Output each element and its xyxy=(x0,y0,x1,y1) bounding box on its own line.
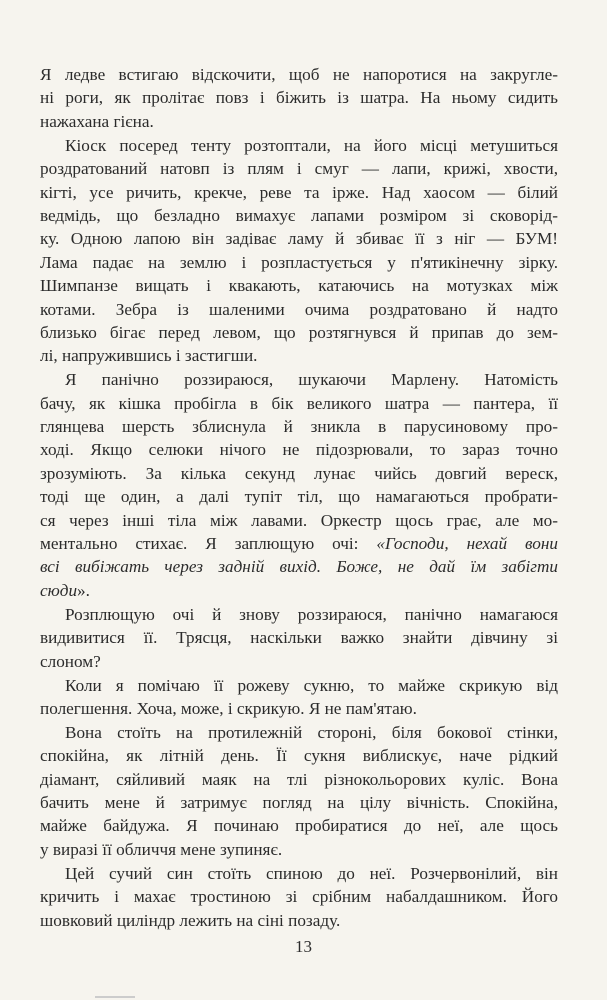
text-line xyxy=(40,674,558,697)
book-text xyxy=(40,63,558,933)
line-text: Лама падає на землю і розпластується у п'ятикінечну зірку. xyxy=(40,252,558,272)
text-line xyxy=(40,885,558,908)
text-line xyxy=(40,838,558,861)
line-text: спокійна, як літній день. Її сукня виблискує, наче рідкий xyxy=(40,746,558,766)
line-text: котами. Зебра із шаленими очима роздратовано й надто xyxy=(40,299,558,319)
line-text: бачу, як кішка пробігла в бік великого шатра — пантера, її xyxy=(40,393,558,413)
italic-text: сюди xyxy=(40,580,78,600)
paragraph xyxy=(40,721,558,861)
line-text: лі, напружившись і застигши. xyxy=(40,346,258,366)
line-text: нажахана гієна. xyxy=(40,111,154,131)
text-line xyxy=(40,181,558,204)
line-text: ». xyxy=(77,580,90,600)
line-text: близько бігає перед левом, що розтягнувся й припав до зем- xyxy=(40,322,558,342)
text-line xyxy=(40,274,558,297)
page-edge-mark xyxy=(95,996,135,998)
line-text: слоном? xyxy=(40,651,101,671)
text-line xyxy=(40,227,558,250)
text-line xyxy=(40,134,558,157)
text-line xyxy=(40,157,558,180)
line-text: кричить і махає тростиною зі срібним набалдашником. Його xyxy=(40,887,558,907)
line-text: ментально стихає. Я заплющую очі: xyxy=(40,534,377,553)
line-text: Я панічно роззираюся, шукаючи Марлену. Натомість xyxy=(65,370,558,390)
text-line xyxy=(40,509,558,532)
text-line xyxy=(40,862,558,885)
line-text: ся через інші тіла між лавами. Оркестр щось грає, але мо- xyxy=(40,510,558,530)
line-text: діамант, сяйливий маяк на тлі різнокольорових куліс. Вона xyxy=(40,769,558,789)
paragraph xyxy=(40,63,558,133)
line-text: Розплющую очі й знову роззираюся, панічно намагаюся xyxy=(65,604,558,624)
line-text: Коли я помічаю її рожеву сукню, то майже скрикую від xyxy=(65,675,558,695)
text-line xyxy=(40,485,558,508)
line-text: майже байдужа. Я починаю пробиратися до неї, але щось xyxy=(40,816,558,836)
text-line xyxy=(40,462,558,485)
text-line xyxy=(40,344,558,367)
text-line xyxy=(40,650,558,673)
line-text: ведмідь, що безладно вимахує лапами розміром зі сковорід- xyxy=(40,205,558,225)
italic-text: всі вибіжать через задній вихід. Боже, не дай їм забігти xyxy=(40,557,558,577)
text-line xyxy=(40,392,558,415)
line-text: бачить мене й затримує погляд на цілу вічність. Спокійна, xyxy=(40,793,558,813)
text-line xyxy=(40,63,558,86)
line-text: ні роги, як пролітає повз і біжить із шатра. На ньому сидить xyxy=(40,88,558,108)
paragraph xyxy=(40,862,558,932)
text-line xyxy=(40,532,558,555)
line-text: Вона стоїть на протилежній стороні, біля бокової стінки, xyxy=(65,722,558,742)
text-line xyxy=(40,697,558,720)
line-text: шовковий циліндр лежить на сіні позаду. xyxy=(40,910,341,930)
italic-text: «Господи, нехай вони xyxy=(376,534,558,553)
line-text: роздратований натовп із плям і смуг — лапи, крижі, хвости, xyxy=(40,159,558,179)
text-line xyxy=(40,368,558,391)
line-text: Цей сучий син стоїть спиною до неї. Розчервонілий, він xyxy=(65,863,558,883)
line-text: у виразі її обличчя мене зупиняє. xyxy=(40,839,283,859)
text-line xyxy=(40,86,558,109)
text-line xyxy=(40,603,558,626)
text-line xyxy=(40,626,558,649)
text-line xyxy=(40,555,558,578)
text-line xyxy=(40,204,558,227)
text-line xyxy=(40,768,558,791)
line-text: тоді ще один, а далі тупіт тіл, що намагаються пробрати- xyxy=(40,487,558,507)
text-line xyxy=(40,110,558,133)
paragraph xyxy=(40,603,558,673)
text-line xyxy=(40,721,558,744)
line-text: Шимпанзе вищать і квакають, катаючись на мотузках між xyxy=(40,276,558,296)
line-text: Я ледве встигаю відскочити, щоб не напоротися на закругле- xyxy=(40,65,558,84)
line-text: ході. Якщо селюки нічого не підозрювали, то зараз точно xyxy=(40,440,558,460)
text-line xyxy=(40,321,558,344)
line-text: полегшення. Хоча, може, і скрикую. Я не пам'ятаю. xyxy=(40,698,417,718)
text-line xyxy=(40,909,558,932)
line-text: кігті, усе ричить, крекче, реве та ірже. Над хаосом — білий xyxy=(40,182,558,202)
text-line xyxy=(40,438,558,461)
line-text: зрозуміють. За кілька секунд лунає чийсь довгий вереск, xyxy=(40,463,558,483)
text-line xyxy=(40,251,558,274)
line-text: глянцева шерсть зблиснула й зникла в парусиновому про- xyxy=(40,417,558,437)
line-text: видивитися її. Трясця, наскільки важко знайти дівчину зі xyxy=(40,628,558,648)
page-number: 13 xyxy=(295,937,312,956)
text-line xyxy=(40,415,558,438)
text-line xyxy=(40,814,558,837)
text-line xyxy=(40,298,558,321)
paragraph xyxy=(40,368,558,602)
line-text: ку. Одною лапою він задіває ламу й збиває її з ніг — БУМ! xyxy=(40,229,558,249)
paragraph xyxy=(40,674,558,721)
line-text: Кіоск посеред тенту розтоптали, на його місці метушиться xyxy=(65,135,558,155)
text-line xyxy=(40,791,558,814)
paragraph xyxy=(40,134,558,368)
text-line xyxy=(40,744,558,767)
text-line xyxy=(40,579,558,602)
